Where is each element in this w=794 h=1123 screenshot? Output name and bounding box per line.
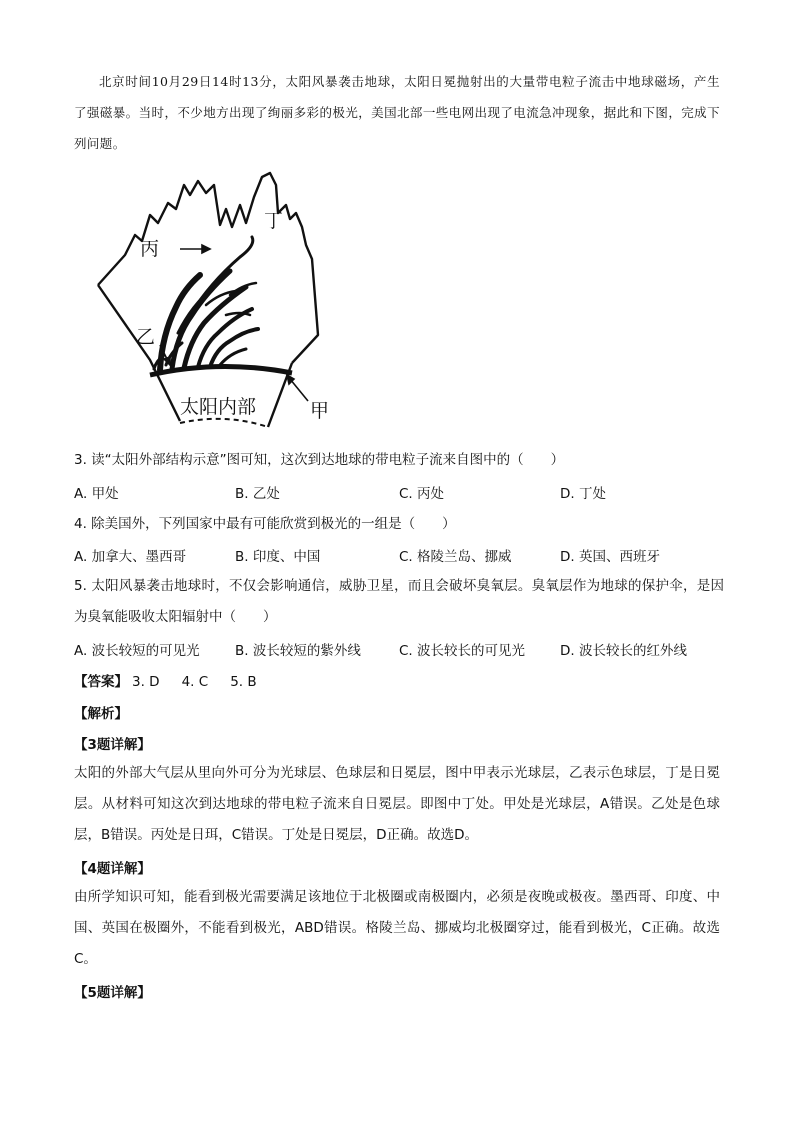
- question-5-option-c: C. 波长较长的可见光: [399, 643, 526, 659]
- question-4-option-d: D. 英国、西班牙: [560, 549, 660, 565]
- label-jia: 甲: [310, 400, 330, 422]
- question-5-option-d: D. 波长较长的红外线: [560, 643, 687, 659]
- cone-left-edge: [98, 285, 180, 421]
- label-sun-interior: 太阳内部: [180, 396, 257, 418]
- question-3-option-a: A. 甲处: [74, 486, 119, 502]
- sun-outer-structure-figure: [80, 165, 340, 435]
- question-5-option-a: A. 波长较短的可见光: [74, 643, 200, 659]
- answer-value: 4. C: [181, 674, 209, 690]
- answer-label: 【答案】: [74, 674, 128, 690]
- question-3-options: [74, 482, 724, 502]
- question-5-option-b: B. 波长较短的紫外线: [235, 643, 361, 659]
- question-3-option-c: C. 丙处: [399, 486, 445, 502]
- question-4-option-c: C. 格陵兰岛、挪威: [399, 549, 512, 565]
- question-4-options: [74, 545, 724, 565]
- answer-line: [74, 670, 257, 690]
- question-3-option-d: D. 丁处: [560, 486, 606, 502]
- detail-3-heading: 【3题详解】: [74, 737, 151, 753]
- answer-value: 5. B: [230, 674, 257, 690]
- question-5: 5. 太阳风暴袭击地球时，不仅会影响通信，威胁卫星，而且会破坏臭氧层。臭氧层作为地球的保护伞，是因为臭氧能吸收太阳辐射中（ ）: [74, 578, 724, 625]
- analysis-label: 【解析】: [74, 706, 128, 722]
- intro-paragraph: 北京时间10月29日14时13分，太阳风暴袭击地球，太阳日冕抛射出的大量带电粒子流击中地球磁场，产生了强磁暴。当时，不少地方出现了绚丽多彩的极光，美国北部一些电网出现了电流急冲现象，据此和下图，完成下列问题。: [74, 74, 720, 151]
- label-bing: 丙: [140, 238, 160, 260]
- detail-5-heading: 【5题详解】: [74, 985, 151, 1001]
- label-yi: 乙: [136, 326, 156, 348]
- question-3: 3. 读“太阳外部结构示意”图可知，这次到达地球的带电粒子流来自图中的（ ）: [74, 452, 565, 468]
- sun-structure-diagram: [80, 165, 340, 435]
- question-4-option-b: B. 印度、中国: [235, 549, 321, 565]
- detail-4-heading: 【4题详解】: [74, 861, 151, 877]
- detail-3-text: 太阳的外部大气层从里向外可分为光球层、色球层和日冕层，图中甲表示光球层，乙表示色球层，丁是日冕层。从材料可知这次到达地球的带电粒子流来自日冕层。即图中丁处。甲处是光球层，A错误。乙处是色球层，B错误。丙处是日珥，C错误。丁处是日冕层，D正确。故选D。: [74, 765, 720, 843]
- detail-4-text: 由所学知识可知，能看到极光需要满足该地位于北极圈或南极圈内，必须是夜晚或极夜。墨西哥、印度、中国、英国在极圈外，不能看到极光，ABD错误。格陵兰岛、挪威均北极圈穿过，能看到极光，C正确。故选C。: [74, 889, 720, 967]
- interior-dashed-arc: [180, 419, 268, 427]
- label-ding: 丁: [264, 210, 284, 232]
- question-5-options: [74, 639, 724, 659]
- answer-value: 3. D: [132, 674, 160, 690]
- prominence-flames: [154, 237, 258, 370]
- question-3-option-b: B. 乙处: [235, 486, 280, 502]
- question-4: 4. 除美国外，下列国家中最有可能欣赏到极光的一组是（ ）: [74, 516, 456, 532]
- question-4-option-a: A. 加拿大、墨西哥: [74, 549, 187, 565]
